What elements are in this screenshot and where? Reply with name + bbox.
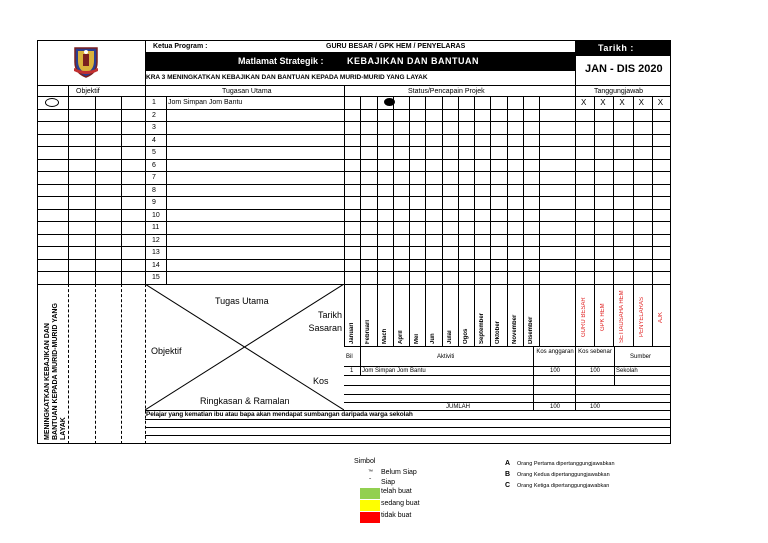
row-number: 2 [152,111,156,119]
row-number: 1 [152,99,156,106]
row-number: 13 [152,249,160,256]
month-label: Mach [381,328,388,344]
budget-row-sebenar: 100 [590,368,601,374]
matlamat-label: Matlamat Strategik : [238,56,324,66]
row-number: 3 [152,124,156,131]
legend-belum-siap-symbol: ™ [368,469,373,475]
budget-kos-anggaran: Kos anggaran [536,349,574,355]
month-label: September [479,312,485,344]
jumlah-anggaran: 100 [550,404,561,410]
budget-row-sumber: Sekolah [616,368,638,374]
diagram-tugas-utama: Tugas Utama [215,296,269,306]
legend-abc-key: C [505,482,511,489]
row-number: 5 [152,149,156,156]
month-label: Julai [446,330,453,344]
diagram-kos: Kos [313,376,329,386]
month-label: November [511,314,518,344]
tarikh-value: JAN - DIS 2020 [585,63,663,75]
month-label: Ogos [462,328,469,344]
col-objektif: Objektif [76,88,100,95]
budget-aktiviti: Aktiviti [437,354,455,360]
month-label: Disember [527,316,534,344]
legend-abc-key: A [505,460,511,467]
legend-simbol: Simbol [354,458,376,465]
legend-color-label: sedang buat [381,500,420,507]
col-tugasan-utama: Tugasan Utama [222,88,272,95]
legend-siap-symbol: ˉ [369,478,372,485]
row-number: 6 [152,161,156,169]
legend-color-label: tidak buat [381,512,412,519]
responsibility-mark: X [619,98,625,107]
responsibility-label: GURU BESAR [581,297,587,337]
col-tanggungjawab: Tanggungjawab [594,88,644,95]
responsibility-mark: X [581,98,587,107]
month-label: Oktober [495,320,502,344]
legend-color-swatch [360,512,380,523]
month-label: Jun [430,333,437,344]
objective-oval [45,98,59,107]
ketua-program-label: Ketua Program : [153,43,208,50]
tarikh-label: Tarikh : [598,43,634,53]
legend-color-swatch [360,500,380,511]
school-crest-logo [72,46,100,78]
row-number: 4 [152,136,156,144]
budget-row-anggaran: 100 [550,368,561,374]
ketua-program-value: GURU BESAR / GPK HEM / PENYELARAS [326,43,466,50]
budget-sumber: Sumber [630,354,652,360]
month-label: Februari [365,319,372,344]
note-text: Pelajar yang kematian ibu atau bapa akan mendapat sumbangan daripada warga sekolah [146,411,413,418]
responsibility-label: GPK HEM [600,303,607,331]
diagram-tarikh-sasaran: Tarikh Sasaran [308,310,342,333]
row-number: 15 [152,274,160,281]
row1-task: Jom Simpan Jom Bantu [168,99,243,106]
row-number: 9 [152,199,156,206]
col-status-pencapaian: Status/Pencapain Projek [408,88,485,95]
responsibility-mark: X [657,98,664,107]
legend-color-label: telah buat [381,488,412,495]
budget-row-aktiviti: Jom Simpan Jom Bantu [362,368,426,374]
responsibility-mark: X [638,98,644,107]
responsibility-label: PENYELARAS [638,296,645,338]
month-label: Januari [349,322,355,344]
budget-bil: Bil [346,354,353,360]
legend-siap: Siap [381,479,396,486]
legend-abc-text: Orang Kedua dipertanggungjawabkan [517,472,610,478]
legend-abc-text: Orang Ketiga dipertanggungjawabkan [517,483,610,489]
row-number: 14 [152,261,160,269]
row-number: 7 [152,174,156,181]
legend-abc-text: Orang Pertama dipertanggungjawabkan [517,461,615,467]
responsibility-label: SETIAUSAHA HEM [619,290,626,344]
legend-color-swatch [360,488,380,499]
objective-vertical-text: MENINGKATKAN KEBAJIKAN DAN BANTUAN KEPADA MURID-MURID YANG LAYAK [44,303,67,440]
responsibility-label: AJK [657,311,664,323]
diagram-ringkasan: Ringkasan & Ramalan [200,396,290,406]
budget-kos-sebenar: Kos sebenar [578,349,612,355]
month-label: Mei [414,333,420,344]
responsibility-mark: X [600,98,606,107]
row-number: 10 [152,211,160,219]
row-number: 11 [152,224,160,231]
matlamat-value: KEBAJIKAN DAN BANTUAN [347,56,479,66]
row-number: 8 [152,186,156,194]
budget-row-bil: 1 [350,368,354,374]
jumlah-sebenar: 100 [590,404,601,410]
diagram-objektif: Objektif [151,346,182,356]
legend-abc-key: B [505,471,511,478]
month-label: April [397,330,404,344]
row-number: 12 [152,236,160,244]
jumlah-label: JUMLAH [446,404,471,410]
legend-belum-siap: Belum Siap [381,469,417,476]
kra-text: KRA 3 MENINGKATKAN KEBAJIKAN DAN BANTUAN KEPADA MURID-MURID YANG LAYAK [146,74,428,81]
